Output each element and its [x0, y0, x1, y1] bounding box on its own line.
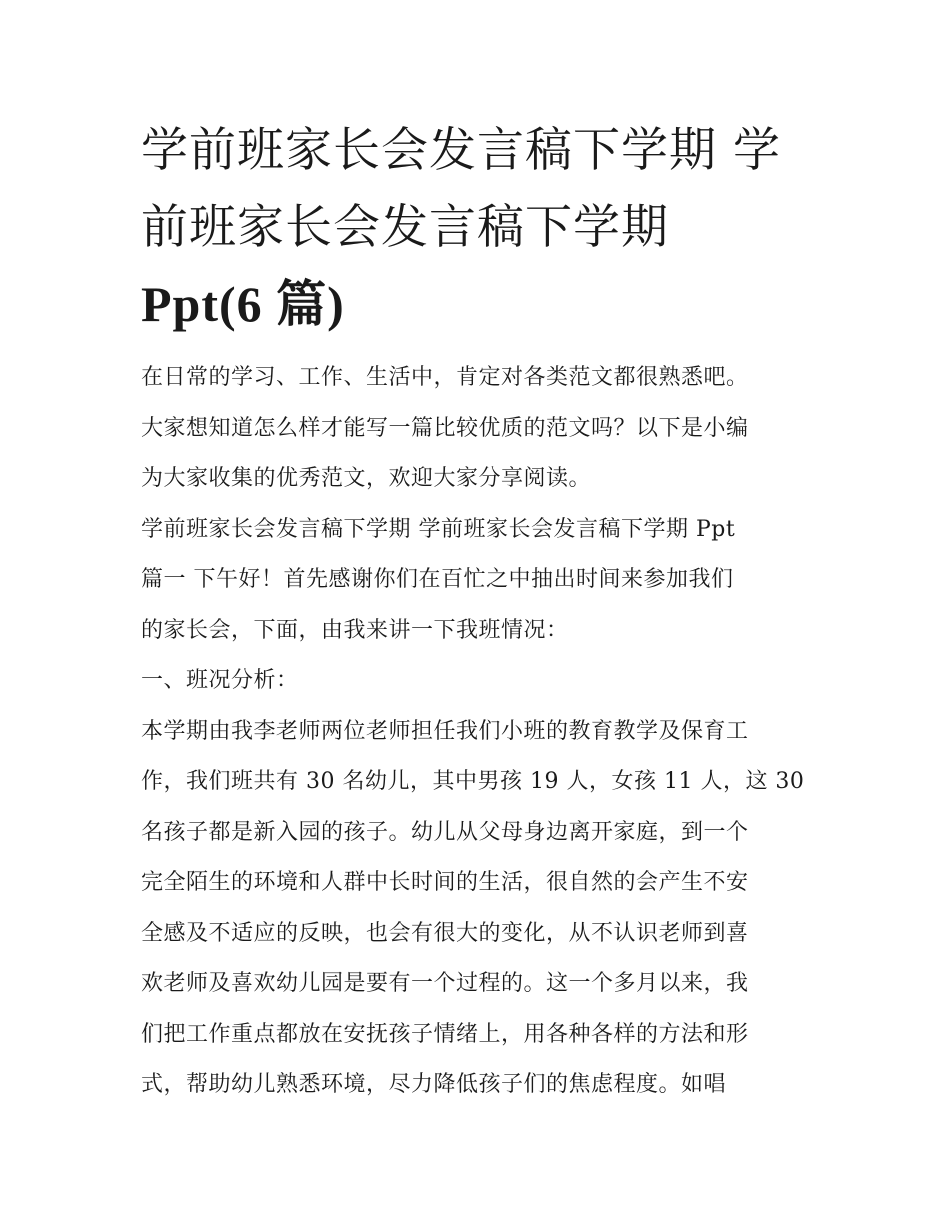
document-title	[141, 112, 813, 343]
title-line: 前班家长会发言稿下学期	[141, 200, 669, 255]
title-line: Ppt(6 篇)	[141, 276, 345, 332]
text-line: 为大家收集的优秀范文，欢迎大家分享阅读。	[141, 466, 592, 491]
text-line: 名孩子都是新入园的孩子。幼儿从父母身边离开家庭，到一个	[141, 819, 749, 845]
title-line: 学前班家长会发言稿下学期 学	[141, 123, 781, 178]
text-line: 本学期由我李老师两位老师担任我们小班的教育教学及保育工	[141, 718, 749, 744]
text-line: 欢老师及喜欢幼儿园是要有一个过程的。这一个多月以来，我	[141, 971, 749, 996]
class-analysis-heading	[141, 656, 813, 707]
text-line: 学前班家长会发言稿下学期 学前班家长会发言稿下学期 Ppt	[141, 516, 736, 542]
class-analysis-paragraph	[141, 707, 813, 1111]
text-line: 完全陌生的环境和人群中长时间的生活，很自然的会产生不安	[141, 870, 749, 895]
text-line: 们把工作重点都放在安抚孩子情绪上，用各种各样的方法和形	[141, 1021, 749, 1047]
text-line: 篇一 下午好！首先感谢你们在百忙之中抽出时间来参加我们	[141, 567, 734, 592]
document-body	[141, 353, 813, 1111]
text-line: 大家想知道怎么样才能写一篇比较优质的范文吗？以下是小编	[141, 415, 749, 441]
text-line: 式，帮助幼儿熟悉环境，尽力降低孩子们的焦虑程度。如唱	[141, 1072, 727, 1097]
intro-paragraph	[141, 353, 813, 505]
text-line: 全感及不适应的反映，也会有很大的变化，从不认识老师到喜	[141, 920, 749, 946]
section-heading-paragraph	[141, 505, 813, 657]
text-line: 一、班况分析：	[141, 668, 299, 693]
text-line: 的家长会，下面，由我来讲一下我班情况：	[141, 617, 569, 643]
text-line: 在日常的学习、工作、生活中，肯定对各类范文都很熟悉吧。	[141, 365, 749, 390]
document-content	[141, 112, 813, 1111]
text-line: 作，我们班共有 30 名幼儿，其中男孩 19 人，女孩 11 人，这 30	[141, 769, 805, 794]
